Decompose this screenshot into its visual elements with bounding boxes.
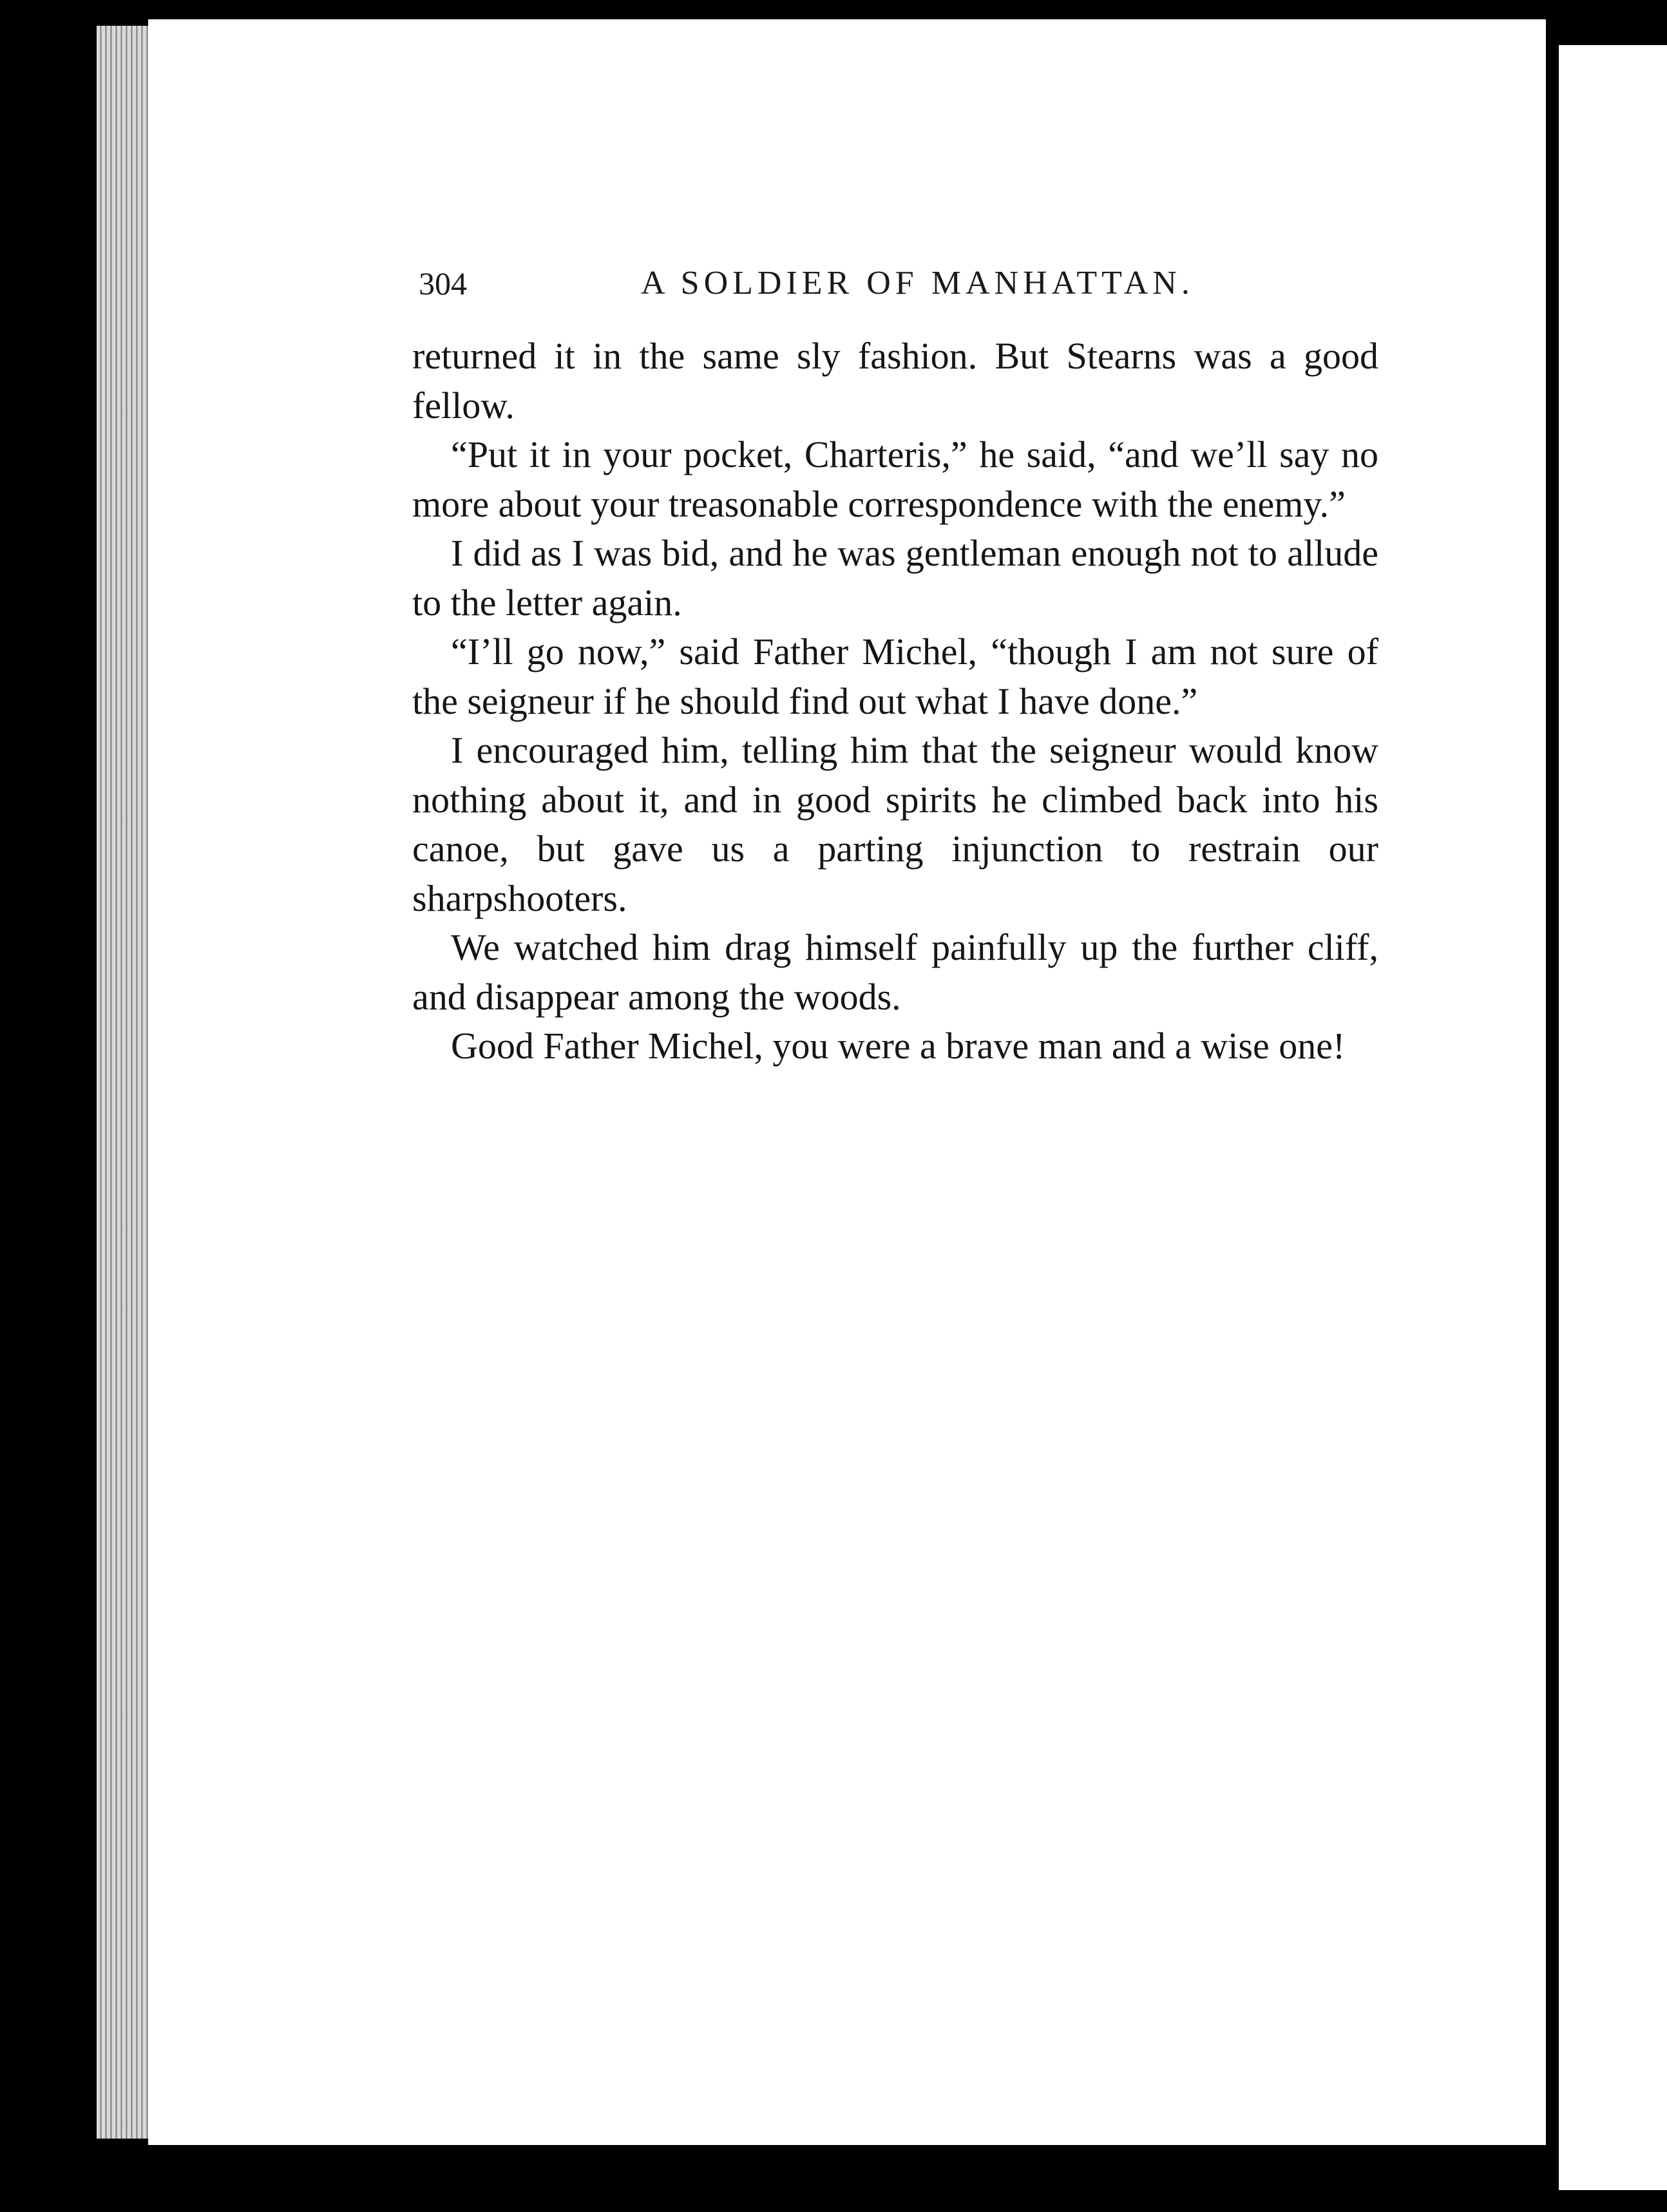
paragraph: “Put it in your pocket, Charteris,” he said, “and we’ll say no more about your treasonable correspondence with the enemy.” xyxy=(412,434,1378,525)
page-number: 304 xyxy=(419,265,467,301)
paragraph: We watched him drag himself painfully up the further cliff, and disappear among the woods. xyxy=(412,926,1378,1018)
paragraph: I did as I was bid, and he was gentleman enough not to allude to the letter again. xyxy=(412,532,1378,624)
paragraph: I encouraged him, telling him that the seigneur would know nothing about it, and in good spirits he climbed back into his canoe, but gave us a parting injunction to restrain our sharpshooters. xyxy=(412,729,1378,919)
paragraph: “I’ll go now,” said Father Michel, “though I am not sure of the seigneur if he should find out what I have done.” xyxy=(412,631,1378,722)
paragraph: Good Father Michel, you were a brave man and a wise one! xyxy=(451,1025,1346,1067)
facing-page-edge xyxy=(1559,45,1667,2190)
running-head xyxy=(419,258,1378,309)
body-text xyxy=(412,332,1378,1071)
book-title: A SOLDIER OF MANHATTAN. xyxy=(641,265,1194,301)
paragraph: returned it in the same sly fashion. But Stearns was a good fellow. xyxy=(412,335,1378,426)
